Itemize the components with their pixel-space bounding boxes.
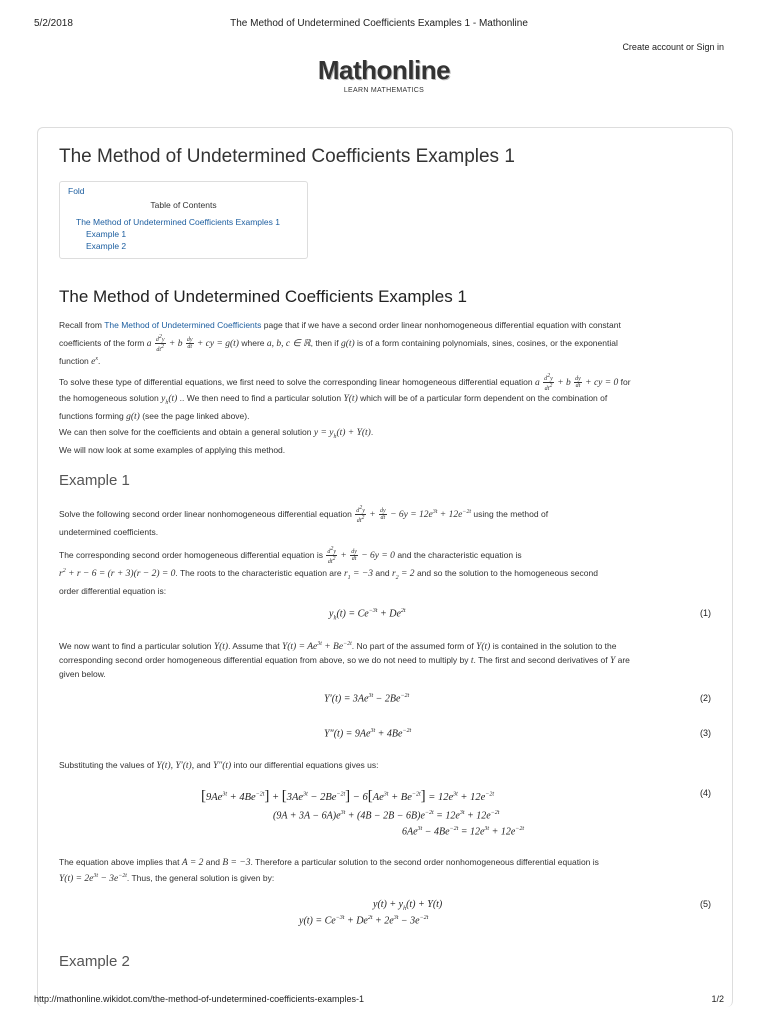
toc-item-example-2[interactable]: Example 2	[86, 241, 127, 251]
print-page-number: 1/2	[711, 994, 724, 1004]
toc-item-method[interactable]: The Method of Undetermined Coefficients Examples 1	[76, 217, 280, 227]
example-1-homogeneous: The corresponding second order homogeneous differential equation is $\frac{d^2y}{dt^2}$ + $\frac{dy}{dt}$ − 6y = 0 and the characteristic equation is $r^2 + r - 6 = (r + 3)(r - 2) = 0$. The roots to the characteristic equation are $r_1 = -3$ and $r_2 = 2$ and so the solution to the homogeneous second order differential equation is:	[59, 546, 598, 597]
example-1-particular: We now want to find a particular solution Y(t). Assume that $Y(t) = Ae^{3t} + Be^{-2t}$. No part of the assumed form of Y(t) is contained in the solution to the corresponding second order homogeneous differential equation from above, so we do not need to multiply by t. The first and second derivatives of Y are given below.	[59, 641, 630, 680]
solve-paragraph: To solve these type of differential equations, we first need to solve the corresponding linear homogeneous differential equation a $\frac{d^2y}{dt^2}$ + b $\frac{dy}{dt}$ + cy = 0 for the homogeneous solution $y_h(t)$ .. We then need to find a particular solution Y(t) which will be of a particular form dependent on the combination of functions forming g(t) (see the page linked above).	[59, 373, 631, 422]
toc-item-example-1[interactable]: Example 1	[86, 229, 127, 239]
equation-5-line-2: $y(t) = Ce^{-3t} + De^{2t} + 2e^{3t} - 3e^{-2t}$	[299, 915, 429, 927]
examples-intro: We will now look at some examples of applying this method.	[59, 445, 286, 455]
section-heading: The Method of Undetermined Coefficients Examples 1	[59, 287, 467, 306]
equation-4-line-3: $6Ae^{3t} - 4Be^{-2t} = 12e^{3t} + 12e^{-2t}$	[402, 826, 524, 838]
site-name: Mathonline	[317, 55, 451, 85]
main-content	[59, 0, 711, 1024]
page-title: The Method of Undetermined Coefficients Examples 1	[59, 146, 515, 167]
intro-paragraph: Recall from The Method of Undetermined Coefficients page that if we have a second order linear nonhomogeneous differential equation with constant coefficients of the form a $\frac{d^2y}{dt^2}$ + b $\frac{dy}{dt}$ + cy = g(t) where a, b, c ∈ ℝ, then if g(t) is of a form containing polynomials, sines, cosines, or the exponential function $e^x$.	[59, 320, 621, 368]
table-of-contents	[59, 181, 308, 259]
site-tagline: LEARN MATHEMATICS	[343, 87, 425, 94]
equation-4: $[9Ae^{3t} + 4Be^{-2t}] + [3Ae^{3t} - 2Be^{-2t}] - 6[Ae^{3t} + Be^{-2t}] = 12e^{3t} + 12e^{-2t}$ (4)	[201, 788, 711, 804]
example-2-heading: Example 2	[59, 953, 130, 970]
toc-title: Table of Contents	[150, 200, 217, 210]
example-1-substitute: Substituting the values of Y(t), Y′(t), and Y″(t) into our differential equations gives us:	[59, 760, 379, 771]
print-title: The Method of Undetermined Coefficients Examples 1 - Mathonline	[230, 18, 528, 29]
equation-4-line-2: $(9A + 3A - 6A)e^{3t} + (4B - 2B - 6B)e^{-2t} = 12e^{3t} + 12e^{-2t}$	[273, 810, 500, 822]
coefficients-paragraph: We can then solve for the coefficients and obtain a general solution $y = y_h(t) + Y(t)$.	[59, 427, 374, 440]
print-url: http://mathonline.wikidot.com/the-method-of-undetermined-coefficients-examples-1	[34, 994, 364, 1004]
toc-fold-link[interactable]: Fold	[68, 186, 85, 196]
create-account-link[interactable]: Create account or Sign in	[622, 42, 724, 52]
example-1-question: Solve the following second order linear nonhomogeneous differential equation $\frac{d^2y}{dt^2}$ + $\frac{dy}{dt}$ − $6y = 12e^{3t} + 12e^{-2t}$ using the method of undetermined coefficients.	[59, 505, 549, 537]
example-1-heading: Example 1	[59, 472, 130, 489]
print-date: 5/2/2018	[34, 18, 73, 29]
example-1-result: The equation above implies that A = 2 and B = −3. Therefore a particular solution to the second order nonhomogeneous differential equation is $Y(t) = 2e^{3t} - 3e^{-2t}$. Thus, the general solution is given by:	[59, 857, 599, 885]
equation-2: $Y'(t) = 3Ae^{3t} - 2Be^{-2t}$ (2)	[324, 693, 711, 705]
equation-5: $y(t) + y_h(t) + Y(t)$ (5)	[373, 899, 711, 912]
method-link[interactable]: The Method of Undetermined Coefficients	[104, 320, 262, 330]
equation-1: $y_h(t) = Ce^{-3t} + De^{2t}$ (1)	[329, 608, 711, 622]
equation-3: $Y''(t) = 9Ae^{3t} + 4Be^{-2t}$ (3)	[324, 728, 711, 740]
